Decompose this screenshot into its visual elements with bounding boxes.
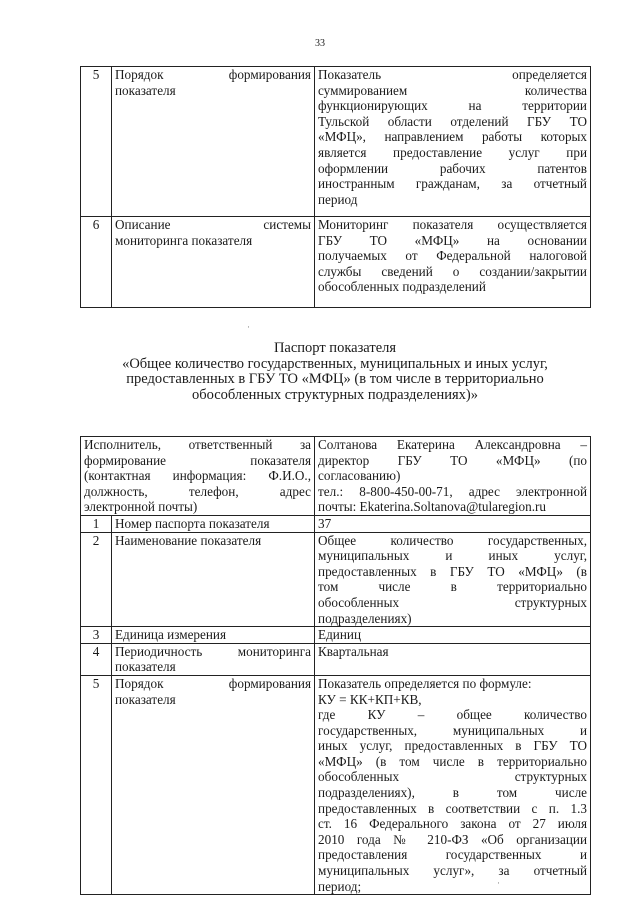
label-line: электронной почты)	[84, 499, 198, 515]
value-line: период	[318, 191, 358, 207]
label-line: показателя	[115, 659, 176, 675]
row-label	[112, 643, 315, 675]
value-line: почты: Ekaterina.Soltanova@tularegion.ru	[318, 499, 546, 515]
value-line: службы сведений о создании/закрытии	[318, 263, 587, 279]
table-row	[81, 643, 591, 675]
row-label	[112, 217, 315, 308]
label-line: Номер паспорта показателя	[115, 515, 270, 531]
table-row	[81, 532, 591, 627]
value-line: предоставленных в ГБУ ТО «МФЦ» (в	[318, 563, 588, 579]
label-line: Единица измерения	[115, 627, 227, 643]
label-line: должность, телефон, адрес	[84, 483, 312, 499]
value-line: иностранным гражданам, за отчетный	[318, 176, 587, 192]
label-line: мониторинга показателя	[115, 232, 253, 248]
row-value	[315, 643, 591, 675]
label-line: Периодичность мониторинга	[115, 643, 312, 659]
row-value	[315, 515, 591, 532]
row-number: 5	[81, 67, 112, 217]
value-line: иных услуг, предоставленных в ГБУ ТО	[318, 738, 588, 754]
value-line: обособленных подразделений	[318, 279, 486, 295]
passport-heading	[80, 341, 590, 403]
scan-speck: ·	[247, 322, 250, 332]
value-line: «МФЦ» (в том числе в территориально	[318, 753, 588, 769]
value-line: Мониторинг показателя осуществляется	[318, 217, 587, 232]
table-row-executor	[81, 437, 591, 516]
value-line: предоставленных в соответствии с п. 1.3	[318, 800, 588, 816]
value-line: функционирующих на территории	[318, 98, 587, 114]
row-label	[112, 675, 315, 894]
value-line: Единиц	[318, 627, 362, 643]
row-value	[315, 67, 591, 217]
row-number: 5	[81, 675, 112, 894]
row-value	[315, 675, 591, 894]
value-line: Тульской области отделений ГБУ ТО	[318, 113, 587, 129]
table-row	[81, 627, 591, 644]
value-line: Квартальная	[318, 643, 389, 659]
value-line: предоставления государственных и	[318, 847, 588, 863]
value-line: ст. 16 Федерального закона от 27 июля	[318, 816, 588, 832]
row-number: 6	[81, 217, 112, 308]
value-line: обособленных структурных	[318, 594, 588, 610]
value-line: том числе в территориально	[318, 579, 588, 595]
value-line: оформлении рабочих патентов	[318, 160, 587, 176]
value-line: где КУ – общее количество	[318, 707, 588, 723]
value-line: суммированием количества	[318, 82, 587, 98]
passport-table	[80, 436, 591, 895]
label-line: (контактная информация: Ф.И.О.,	[84, 468, 312, 484]
label-line: Порядок формирования	[115, 67, 311, 82]
table-row	[81, 67, 591, 217]
label-line: Порядок формирования	[115, 675, 312, 691]
value-line: ГБУ ТО «МФЦ» на основании	[318, 232, 587, 248]
passport-subtitle-line: «Общее количество государственных, муниципальных и иных услуг,	[122, 355, 548, 372]
label-line: показателя	[115, 691, 176, 707]
label-line: Описание системы	[115, 217, 311, 232]
passport-subtitle-line: предоставленных в ГБУ ТО «МФЦ» (в том числе в территориально	[126, 371, 544, 387]
value-line: обособленных структурных	[318, 769, 588, 785]
label-line: Исполнитель, ответственный за	[84, 437, 312, 452]
value-line: подразделениях), в том числе	[318, 785, 588, 801]
value-line: «МФЦ», направлением работы которых	[318, 129, 587, 145]
value-line: Показатель определяется по формуле:	[318, 675, 532, 691]
value-line: 2010 года № 210-ФЗ «Об организации	[318, 831, 588, 847]
passport-title: Паспорт показателя	[273, 340, 397, 356]
label-line: Наименование показателя	[115, 532, 262, 548]
scan-speck: ·	[497, 878, 500, 888]
value-line: Показатель определяется	[318, 67, 587, 82]
value-line: тел.: 8-800-450-00-71, адрес электронной	[318, 483, 588, 499]
row-label	[112, 532, 315, 627]
row-number: 3	[81, 627, 112, 644]
value-line: согласованию)	[318, 468, 401, 484]
value-line: государственных, муниципальных и	[318, 722, 588, 738]
row-number: 4	[81, 643, 112, 675]
row-value	[315, 532, 591, 627]
value-line: муниципальных и иных услуг,	[318, 548, 588, 564]
value-line: получаемых от Федеральной налоговой	[318, 248, 587, 264]
row-label	[112, 627, 315, 644]
table-row	[81, 217, 591, 308]
value-line: муниципальных услуг», за отчетный	[318, 863, 588, 879]
value-line: 37	[318, 515, 332, 531]
row-label	[112, 67, 315, 217]
passport-subtitle-line: обособленных структурных подразделениях)»	[191, 386, 478, 403]
label-line: формирование показателя	[84, 452, 312, 468]
table-row	[81, 515, 591, 532]
executor-value	[315, 437, 591, 516]
row-value	[315, 217, 591, 308]
row-number: 1	[81, 515, 112, 532]
row-label	[112, 515, 315, 532]
label-line: показателя	[115, 82, 176, 98]
row-value	[315, 627, 591, 644]
value-line: Солтанова Екатерина Александровна –	[318, 437, 588, 452]
value-line: директор ГБУ ТО «МФЦ» (по	[318, 452, 588, 468]
table-row	[81, 675, 591, 894]
value-line: КУ = КК+КП+КВ,	[318, 691, 422, 707]
value-line: Общее количество государственных,	[318, 532, 588, 548]
executor-label	[81, 437, 315, 516]
value-line: является предоставление услуг при	[318, 144, 587, 160]
page-number: 33	[315, 38, 325, 49]
indicator-table-continued	[80, 66, 591, 308]
value-line: подразделениях)	[318, 610, 412, 626]
row-number: 2	[81, 532, 112, 627]
value-line: период;	[318, 878, 362, 894]
